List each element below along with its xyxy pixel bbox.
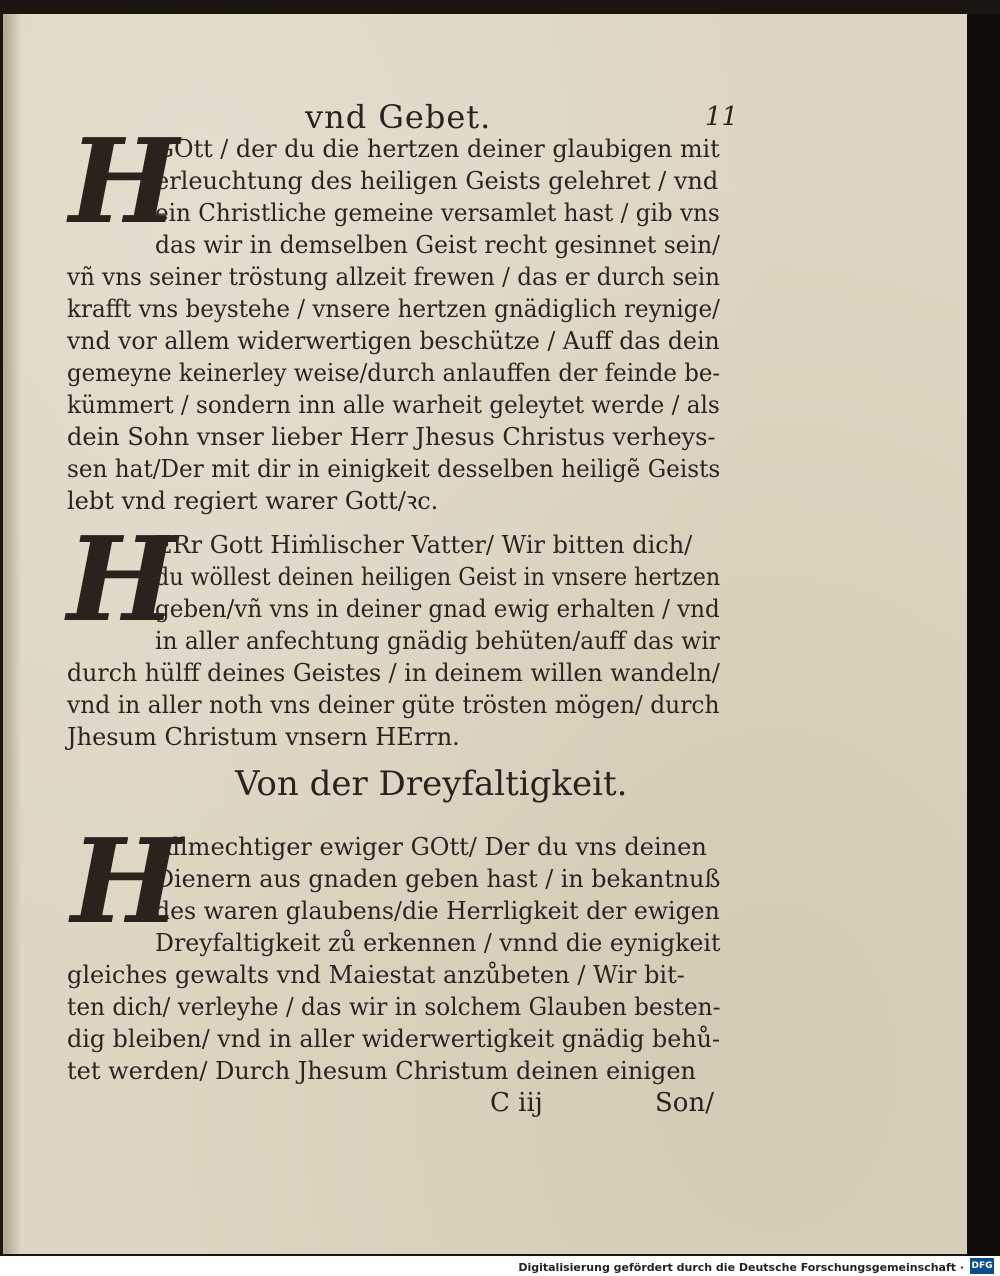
prayer1-line: sen hat/Der mit dir in einigkeit desselben heiligẽ Geists (67, 455, 721, 483)
page-number: 11 (705, 102, 739, 132)
prayer1-line: gemeyne keinerley weise/durch anlauffen der feinde be- (67, 359, 721, 387)
prayer3-line: Dreyfaltigkeit zů erkennen / vnnd die eynigkeit (155, 929, 721, 957)
prayer3-line: Allmechtiger ewiger GOtt/ Der du vns deinen (155, 833, 707, 861)
prayer2-line: geben/vñ vns in deiner gnad ewig erhalten / vnd (155, 595, 720, 623)
drop-cap-1: H (69, 114, 179, 250)
prayer1-line: lebt vnd regiert warer Gott/ꝛc. (67, 487, 439, 515)
prayer1-line: erleuchtung des heiligen Geists gelehret / vnd (155, 167, 719, 195)
drop-cap-3: H (71, 814, 181, 950)
prayer2-line: vnd in aller noth vns deiner güte trösten mögen/ durch (67, 691, 720, 719)
prayer3-line: des waren glaubens/die Herrligkeit der ewigen (155, 897, 720, 925)
prayer3-line: gleiches gewalts vnd Maiestat anzůbeten / Wir bit- (67, 961, 685, 989)
prayer3-line: dig bleiben/ vnd in aller widerwertigkeit gnädig behů- (67, 1025, 721, 1053)
prayer1-line: vnd vor allem widerwertigen beschütze / Auff das dein (67, 327, 720, 355)
prayer3-line: ten dich/ verleyhe / das wir in solchem Glauben besten- (67, 993, 721, 1021)
prayer1-line: das wir in demselben Geist recht gesinnet sein/ (155, 231, 721, 259)
signature-mark: C iij (490, 1088, 543, 1118)
prayer2-line: du wöllest deinen heiligen Geist in vnsere hertzen (155, 563, 721, 591)
prayer1-line: GOtt / der du die hertzen deiner glaubigen mit (155, 135, 720, 163)
prayer2-line: ERr Gott Hiṁlischer Vatter/ Wir bitten dich/ (155, 531, 693, 559)
scan-edge (965, 14, 1000, 1256)
section-heading: Von der Dreyfaltigkeit. (235, 764, 628, 804)
prayer3-line: Dienern aus gnaden geben hast / in bekantnuß (155, 865, 721, 893)
drop-cap-2: H (67, 512, 177, 648)
prayer2-line: Jhesum Christum vnsern HErrn. (67, 723, 460, 751)
prayer2-line: durch hülff deines Geistes / in deinem willen wandeln/ (67, 659, 720, 687)
digitization-credit: Digitalisierung gefördert durch die Deutsche Forschungsgemeinschaft · (518, 1261, 964, 1274)
dfg-logo: DFG (970, 1258, 994, 1274)
prayer1-line: vñ vns seiner tröstung allzeit frewen / das er durch sein (67, 263, 720, 291)
prayer1-line: ein Christliche gemeine versamlet hast / gib vns (155, 199, 720, 227)
prayer3-line: tet werden/ Durch Jhesum Christum deinen einigen (67, 1057, 697, 1085)
book-page (3, 14, 967, 1254)
prayer1-line: krafft vns beystehe / vnsere hertzen gnädiglich reynige/ (67, 295, 720, 323)
prayer1-line: kümmert / sondern inn alle warheit geleytet werde / als (67, 391, 720, 419)
prayer2-line: in aller anfechtung gnädig behüten/auff das wir (155, 627, 720, 655)
page-spine-shadow (5, 14, 21, 1254)
catchword: Son/ (655, 1088, 714, 1118)
running-header: vnd Gebet. (305, 98, 492, 136)
prayer1-line: dein Sohn vnser lieber Herr Jhesus Christus verheys- (67, 423, 716, 451)
